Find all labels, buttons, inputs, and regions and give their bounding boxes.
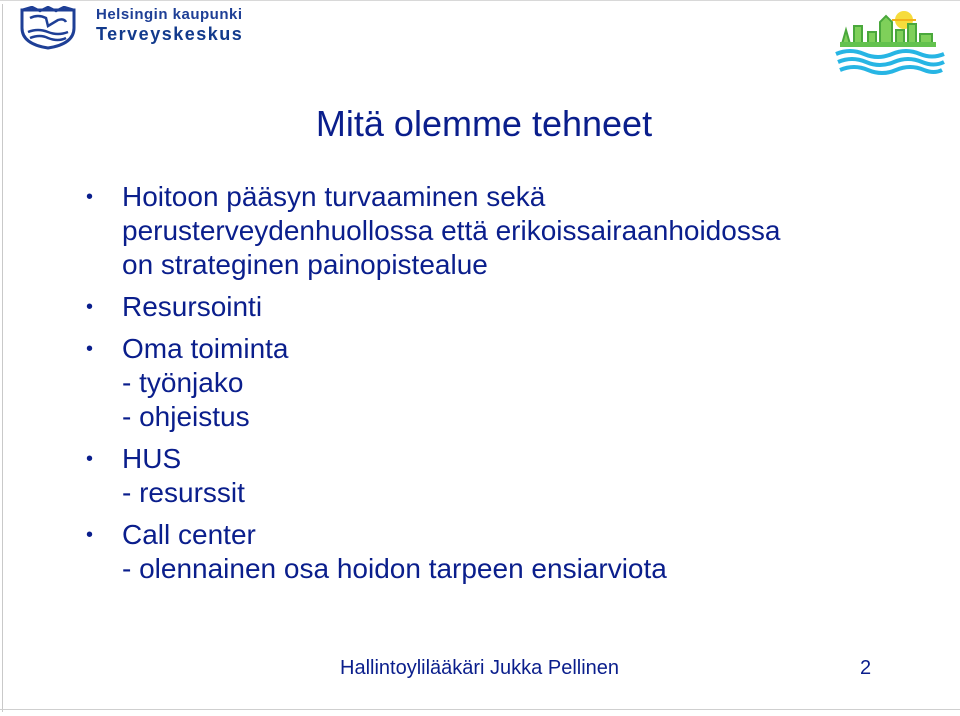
bullet-dot-icon: • — [86, 524, 94, 546]
footer-author: Hallintoylilääkäri Jukka Pellinen — [340, 657, 620, 679]
bullet-item — [82, 290, 902, 324]
bullet-line: - olennainen osa hoidon tarpeen ensiarviota — [122, 553, 667, 584]
bullet-item — [82, 332, 902, 434]
bullet-line: Oma toiminta — [122, 333, 289, 364]
bullet-line: Hoitoon pääsyn turvaaminen sekä — [122, 181, 546, 212]
seaside-town-logo-icon — [832, 4, 948, 78]
bullet-line: Resursointi — [122, 291, 263, 322]
bullet-item — [82, 518, 902, 586]
organization-name — [96, 6, 243, 44]
bullet-line: on strateginen painopistealue — [122, 249, 488, 280]
bullet-dot-icon: • — [86, 448, 94, 470]
bullet-line: HUS — [122, 443, 182, 474]
bullet-dot-icon: • — [86, 296, 94, 318]
bullet-line: perusterveydenhuollossa että erikoissairaanhoidossa — [122, 215, 781, 246]
bullet-dot-icon: • — [86, 186, 94, 208]
helsinki-crest-icon — [18, 6, 78, 50]
bullet-line: - resurssit — [122, 477, 245, 508]
org-city: Helsingin kaupunki — [96, 6, 243, 23]
top-divider — [0, 0, 960, 1]
page-number: 2 — [860, 657, 872, 679]
bullet-line: - työnjako — [122, 367, 244, 398]
bullet-line: - ohjeistus — [122, 401, 250, 432]
bullet-list — [82, 180, 902, 586]
org-unit: Terveyskeskus — [96, 24, 244, 44]
bullet-item — [82, 180, 902, 282]
bullet-line: Call center — [122, 519, 256, 550]
slide-title: Mitä olemme tehneet — [315, 103, 653, 144]
bottom-divider — [0, 709, 960, 710]
bullet-dot-icon: • — [86, 338, 94, 360]
bullet-item — [82, 442, 902, 510]
